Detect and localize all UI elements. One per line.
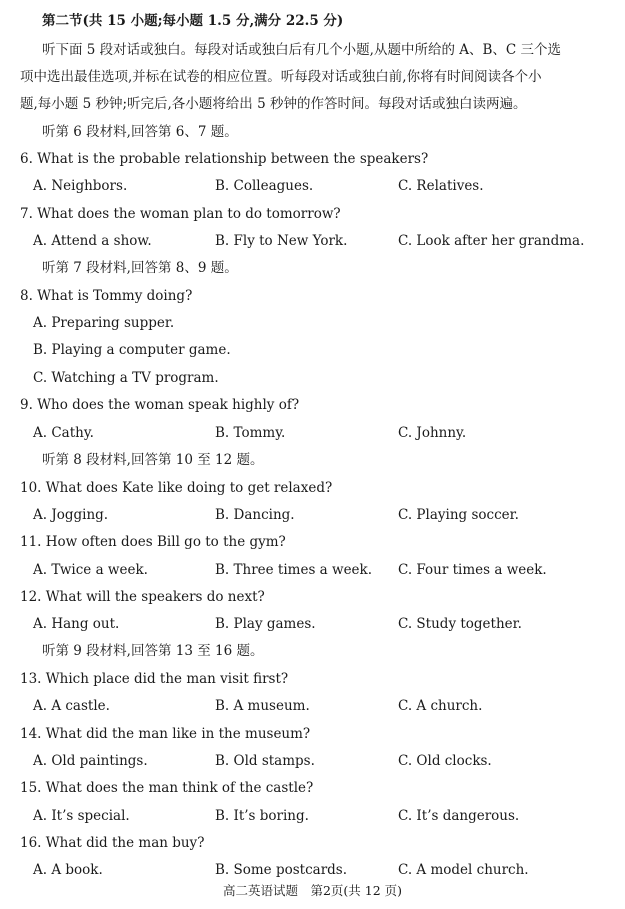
instruction-line-2: 项中选出最佳选项,并标在试卷的相应位置。听每段对话或独白前,你将有时间阅读各个小 [20,69,542,85]
question-16-option-a: A. A book. [33,862,103,878]
question-6-option-b: B. Colleagues. [215,178,314,194]
question-10-option-b: B. Dancing. [215,507,295,523]
question-16: 16. What did the man buy? [20,835,205,851]
question-9: 9. Who does the woman speak highly of? [20,397,300,413]
question-6-option-c: C. Relatives. [398,178,484,194]
question-10: 10. What does Kate like doing to get relaxed? [20,480,333,496]
question-7-option-a: A. Attend a show. [33,233,152,249]
question-15: 15. What does the man think of the castle? [20,780,314,796]
group-intro-8: 听第 8 段材料,回答第 10 至 12 题。 [42,452,264,468]
question-14-option-b: B. Old stamps. [215,753,315,769]
question-10-option-a: A. Jogging. [33,507,109,523]
question-6-option-a: A. Neighbors. [33,178,128,194]
question-11-option-c: C. Four times a week. [398,562,547,578]
instruction-line-1: 听下面 5 段对话或独白。每段对话或独白后有几个小题,从题中所给的 A、B、C 三个选 [42,42,562,58]
question-9-option-c: C. Johnny. [398,425,467,441]
question-10-option-c: C. Playing soccer. [398,507,519,523]
question-7: 7. What does the woman plan to do tomorrow? [20,206,341,222]
question-9-option-a: A. Cathy. [33,425,94,441]
question-15-option-a: A. It’s special. [33,808,130,824]
question-16-option-b: B. Some postcards. [215,862,348,878]
question-6: 6. What is the probable relationship between the speakers? [20,151,429,167]
question-7-option-b: B. Fly to New York. [215,233,348,249]
question-12: 12. What will the speakers do next? [20,589,265,605]
question-13: 13. Which place did the man visit first? [20,671,289,687]
question-8-option-a: A. Preparing supper. [33,315,175,331]
question-15-option-b: B. It’s boring. [215,808,309,824]
question-11: 11. How often does Bill go to the gym? [20,534,286,550]
question-11-option-b: B. Three times a week. [215,562,373,578]
group-intro-9: 听第 9 段材料,回答第 13 至 16 题。 [42,643,264,659]
group-intro-7: 听第 7 段材料,回答第 8、9 题。 [42,260,238,276]
instruction-line-3: 题,每小题 5 秒钟;听完后,各小题将给出 5 秒钟的作答时间。每段对话或独白读两遍。 [20,96,527,112]
question-12-option-c: C. Study together. [398,616,522,632]
question-13-option-c: C. A church. [398,698,483,714]
question-9-option-b: B. Tommy. [215,425,286,441]
section-heading: 第二节(共 15 小题;每小题 1.5 分,满分 22.5 分) [42,13,344,29]
question-14: 14. What did the man like in the museum? [20,726,311,742]
question-13-option-b: B. A museum. [215,698,310,714]
question-7-option-c: C. Look after her grandma. [398,233,585,249]
page-footer: 高二英语试题 第2页(共 12 页) [222,883,403,898]
question-8-option-c: C. Watching a TV program. [33,370,219,386]
question-8-option-b: B. Playing a computer game. [33,342,231,358]
question-13-option-a: A. A castle. [33,698,110,714]
group-intro-6: 听第 6 段材料,回答第 6、7 题。 [42,124,238,140]
question-16-option-c: C. A model church. [398,862,529,878]
question-14-option-a: A. Old paintings. [33,753,148,769]
question-12-option-b: B. Play games. [215,616,316,632]
question-8: 8. What is Tommy doing? [20,288,193,304]
question-14-option-c: C. Old clocks. [398,753,492,769]
question-15-option-c: C. It’s dangerous. [398,808,520,824]
question-12-option-a: A. Hang out. [33,616,120,632]
question-11-option-a: A. Twice a week. [33,562,148,578]
